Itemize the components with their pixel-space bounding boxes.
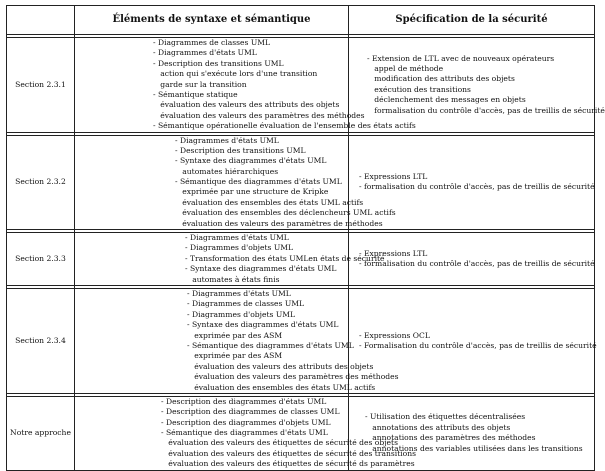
security-line: - Expressions LTL [359,248,428,258]
syntax-line: - Syntaxe des diagrammes d'états UML [185,264,337,274]
syntax-line: évaluation des valeurs des étiquettes de sécurité ds paramètres [161,459,415,469]
table-row [7,396,595,470]
security-cell [349,38,605,133]
syntax-line: automates à états finis [185,274,280,284]
syntax-line: - Diagrammes d'états UML [187,288,291,298]
syntax-line: - Sémantique des diagrammes d'états UML [175,177,342,187]
security-line: annotations des variables utilisées dans les transitions [365,443,583,453]
section-cell: Section 2.3.3 [7,233,75,286]
syntax-line: - Description des transitions UML [175,145,306,155]
syntax-line: évaluation des ensembles des déclencheurs UML actifs [175,208,396,218]
security-line: - Utilisation des étiquettes décentralisées [365,412,526,422]
syntax-line: - Description des diagrammes de classes UML [161,407,340,417]
security-line: annotations des attributs des objets [365,422,511,432]
syntax-line: garde sur la transition [153,79,247,89]
syntax-line: - Sémantique opérationelle évaluation de l'ensemble des états actifs [153,121,416,131]
section-cell: Section 2.3.4 [7,288,75,393]
table-body [7,35,605,471]
security-line: modification des attributs des objets [367,74,515,84]
syntax-line: - Transformation des états UMLen états de sécurité [185,253,385,263]
syntax-line: - Diagrammes d'objets UML [187,309,296,319]
table-row [7,38,595,133]
table-row [7,233,595,286]
security-cell [349,233,595,286]
syntax-line: - Description des transitions UML [153,58,284,68]
section-cell: Section 2.3.2 [7,135,75,230]
header-security: Spécification de la sécurité [349,6,595,35]
syntax-line: évaluation des valeurs des paramètres des méthodes [153,110,365,120]
header-syntax: Éléments de syntaxe et sémantique [75,6,349,35]
security-line: - Expressions OCL [359,330,430,340]
syntax-line: évaluation des valeurs des attributs des objets [153,100,340,110]
security-line: annotations des paramètres des méthodes [365,433,536,443]
syntax-line: action qui s'exécute lors d'une transition [153,69,318,79]
table-row [7,288,595,393]
syntax-line: - Syntaxe des diagrammes d'états UML [175,156,327,166]
syntax-line: - Description des diagrammes d'objets UML [161,417,331,427]
syntax-line: - Description des diagrammes d'états UML [161,396,327,406]
syntax-line: exprimée par des ASM [187,330,283,340]
syntax-line: - Diagrammes d'états UML [185,233,289,243]
security-line: exécution des transitions [367,84,471,94]
security-line: - Extension de LTL avec de nouveaux opérateurs [367,53,555,63]
syntax-cell [75,396,417,470]
syntax-line: - Diagrammes de classes UML [187,299,305,309]
security-line: appel de méthode [367,63,444,73]
section-cell: Section 2.3.1 [7,38,75,133]
syntax-line: évaluation des valeurs des étiquettes de sécurité des transitions [161,448,417,458]
syntax-line: évaluation des ensembles des états UML actifs [175,197,364,207]
syntax-line: évaluation des valeurs des paramètres des méthodes [187,372,399,382]
security-line: - formalisation du contrôle d'accès, pas de treillis de sécurité [359,259,595,268]
syntax-line: - Diagrammes d'états UML [175,135,279,145]
security-line: - formalisation du contrôle d'accès, pas de treillis de sécurité [359,182,595,192]
syntax-line: - Diagrammes d'états UML [153,48,257,58]
syntax-line: exprimée par une structure de Kripke [175,187,329,197]
syntax-line: évaluation des ensembles des états UML actifs [187,382,376,392]
syntax-line: - Sémantique statique [153,89,238,99]
syntax-line: évaluation des valeurs des paramètres de méthodes [175,218,383,228]
syntax-line: évaluation des valeurs des attributs des objets [187,361,374,371]
header-col1 [7,6,75,35]
security-line: - Formalisation du contrôle d'accès, pas de treillis de sécurité [359,340,597,350]
syntax-line: - Syntaxe des diagrammes d'états UML [187,320,339,330]
security-line: déclenchement des messages en objets [367,95,526,105]
syntax-cell [75,233,385,286]
syntax-line: - Diagrammes d'objets UML [185,243,294,253]
comparison-table [6,5,605,471]
syntax-line: évaluation des valeurs des étiquettes de sécurité des objets [161,438,399,448]
syntax-line: - Sémantique des diagrammes d'états UML [187,340,354,350]
security-line: formalisation du contrôle d'accès, pas de treillis de sécurité [367,105,605,115]
syntax-line: - Diagrammes de classes UML [153,38,271,47]
syntax-line: exprimée par des ASM [187,351,283,361]
syntax-line: - Sémantique des diagrammes d'états UML [161,428,328,438]
header-row [7,6,595,35]
security-line: - Expressions LTL [359,171,428,181]
section-cell: Notre approche [7,396,75,470]
syntax-line: automates hiérarchiques [175,166,279,176]
table-row [7,135,595,230]
